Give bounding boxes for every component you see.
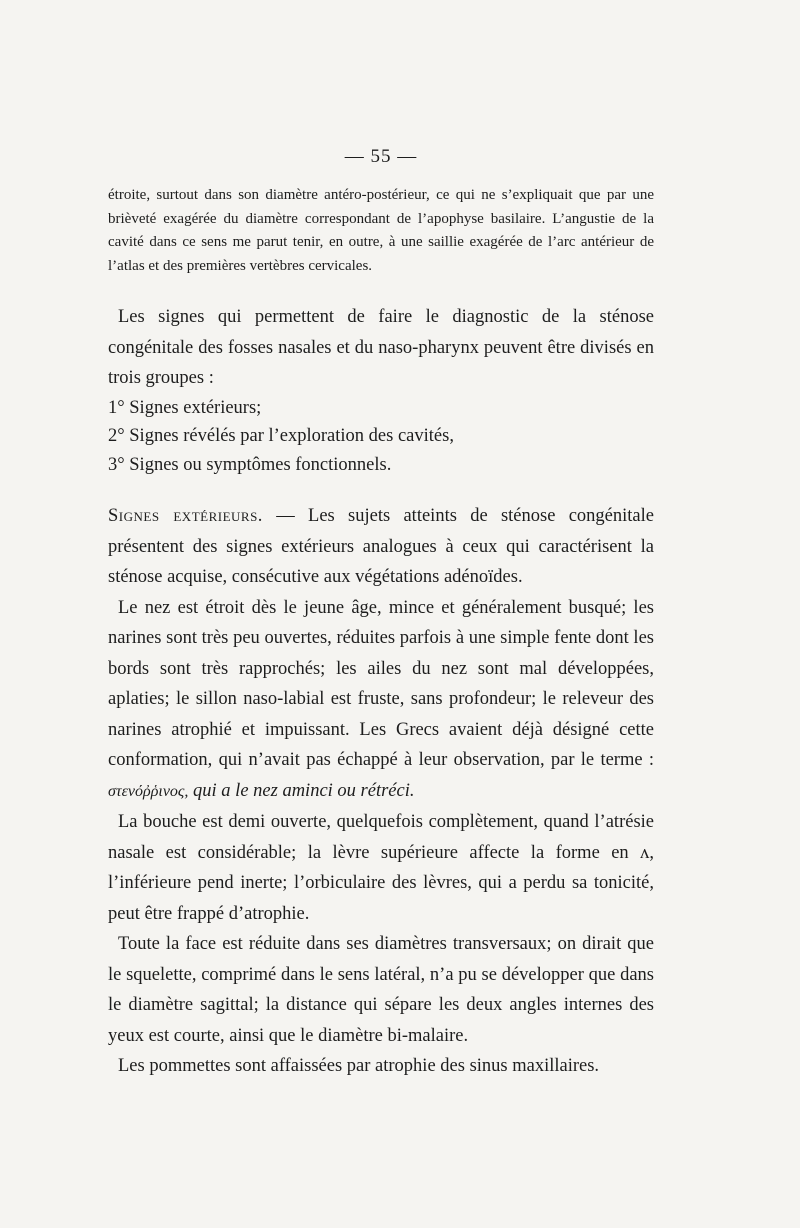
signs-intro-paragraph: Les signes qui permettent de faire le diagnostic de la sténose congénitale des fosses nasales et du naso-pharynx peuvent être divisés en trois groupes : xyxy=(108,307,654,388)
greek-term: στενόῤῥινος, xyxy=(108,782,189,800)
document-page xyxy=(108,146,654,1082)
nose-paragraph xyxy=(108,593,654,808)
greek-gloss: qui a le nez aminci ou rétréci. xyxy=(188,780,415,801)
mouth-paragraph: La bouche est demi ouverte, quelquefois complètement, quand l’atrésie nasale est considérable; la lèvre supérieure affecte la forme en ʌ, l’inférieure pend inerte; l’orbiculaire des lèvres, qui a perdu sa tonicité, peut être frappé d’atrophie. xyxy=(108,812,654,924)
intro-paragraph: étroite, surtout dans son diamètre antéro-postérieur, ce qui ne s’expliquait que par une brièveté exagérée du diamètre correspondant de l’apophyse basilaire. L’angustie de la cavité dans ce sens me parut tenir, en outre, à une saillie exagérée de l’arc antérieur de l’atlas et des premières vertèbres cervicales. xyxy=(108,187,654,274)
section-paragraph xyxy=(108,501,654,593)
face-paragraph: Toute la face est réduite dans ses diamètres transversaux; on dirait que le squelette, comprimé dans le sens latéral, n’a pu se développer que dans le diamètre sagittal; la distance qui sépare les deux angles internes des yeux est courte, ainsi que le diamètre bi-malaire. xyxy=(108,934,654,1046)
group-item-2: 2° Signes révélés par l’exploration des cavités, xyxy=(108,426,454,446)
group-item-1: 1° Signes extérieurs; xyxy=(108,397,262,418)
group-item-3: 3° Signes ou symptômes fonctionnels. xyxy=(108,454,392,475)
page-number: — 55 — xyxy=(344,146,418,167)
section-heading: Signes extérieurs. xyxy=(108,506,263,526)
section-text: — Les sujets atteints de sténose congénitale présentent des signes extérieurs analogues à ceux qui caractérisent la sténose acquise, consécutive aux végétations adénoïdes. xyxy=(108,506,654,587)
cheek-paragraph: Les pommettes sont affaissées par atrophie des sinus maxillaires. xyxy=(118,1056,600,1076)
nose-text: Le nez est étroit dès le jeune âge, mince et généralement busqué; les narines sont très peu ouvertes, réduites parfois à une simple fente dont les bords sont très rapprochés; les ailes du nez sont mal développées, aplaties; le sillon naso-labial est fruste, sans profondeur; le releveur des narines atrophié et impuissant. Les Grecs avaient déjà désigné cette conformation, qui n’avait pas échappé à leur observation, par le terme : xyxy=(108,597,654,770)
groups-list xyxy=(108,394,654,480)
